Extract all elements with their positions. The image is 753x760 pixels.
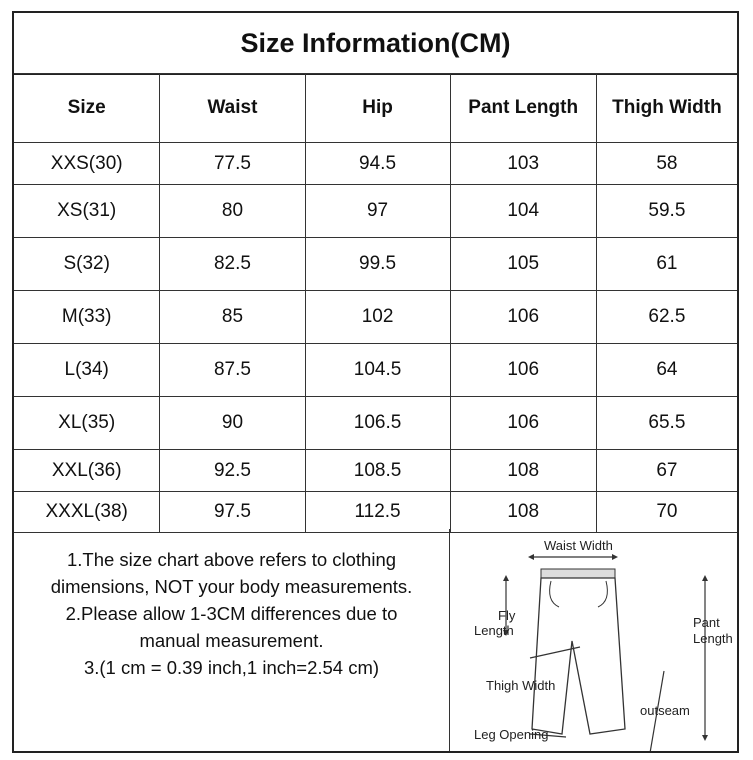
table-cell: 108 xyxy=(450,492,596,533)
column-header-size: Size xyxy=(14,74,160,143)
note-line: 2.Please allow 1-3CM differences due to xyxy=(65,603,398,624)
label-thigh-width: Thigh Width xyxy=(486,678,556,693)
table-cell: L(34) xyxy=(14,344,160,397)
label-leg-opening: Leg Opening xyxy=(474,727,549,742)
arrow-head xyxy=(702,575,708,581)
table-cell: 112.5 xyxy=(305,492,450,533)
arrow-head xyxy=(528,554,534,560)
table-row xyxy=(14,291,737,344)
table-cell: 82.5 xyxy=(160,238,305,291)
table-cell: S(32) xyxy=(14,238,160,291)
table-cell: 67 xyxy=(596,450,737,492)
column-header-thigh-width: Thigh Width xyxy=(596,74,737,143)
label-waist-width: Waist Width xyxy=(544,538,613,553)
table-cell: 77.5 xyxy=(160,143,305,185)
table-header-row xyxy=(14,74,737,143)
table-cell: 58 xyxy=(596,143,737,185)
label-fly-1: Fly xyxy=(498,608,516,623)
table-row xyxy=(14,185,737,238)
table-cell: 104.5 xyxy=(305,344,450,397)
label-fly-2: Length xyxy=(474,623,514,638)
arrow-head xyxy=(702,735,708,741)
table-row xyxy=(14,450,737,492)
arrow-head xyxy=(612,554,618,560)
table-cell: XXXL(38) xyxy=(14,492,160,533)
table-cell: 65.5 xyxy=(596,397,737,450)
table-row xyxy=(14,397,737,450)
table-cell: 105 xyxy=(450,238,596,291)
table-cell: XXS(30) xyxy=(14,143,160,185)
note-line: dimensions, NOT your body measurements. xyxy=(50,576,413,597)
table-cell: 61 xyxy=(596,238,737,291)
table-row xyxy=(14,344,737,397)
table-row xyxy=(14,492,737,533)
column-header-hip: Hip xyxy=(305,74,450,143)
table-cell: 104 xyxy=(450,185,596,238)
table-cell: XS(31) xyxy=(14,185,160,238)
note-line: 3.(1 cm = 0.39 inch,1 inch=2.54 cm) xyxy=(83,657,380,678)
table-cell: 106 xyxy=(450,397,596,450)
table-cell: 94.5 xyxy=(305,143,450,185)
table-cell: 64 xyxy=(596,344,737,397)
label-pant-length-2: Length xyxy=(693,631,733,646)
waistband xyxy=(541,569,615,578)
note-line: 1.The size chart above refers to clothing xyxy=(66,549,397,570)
table-cell: 106 xyxy=(450,344,596,397)
table-cell: 106 xyxy=(450,291,596,344)
table-cell: 108 xyxy=(450,450,596,492)
table-row xyxy=(14,238,737,291)
table-cell: 99.5 xyxy=(305,238,450,291)
table-cell: 59.5 xyxy=(596,185,737,238)
label-outseam: outseam xyxy=(640,703,690,718)
note-line: manual measurement. xyxy=(139,630,324,651)
pants-measurement-diagram xyxy=(450,529,737,751)
table-cell: 87.5 xyxy=(160,344,305,397)
column-header-pant-length: Pant Length xyxy=(450,74,596,143)
pants-outline xyxy=(532,578,625,734)
table-cell: 106.5 xyxy=(305,397,450,450)
table-cell: 85 xyxy=(160,291,305,344)
table-cell: 97.5 xyxy=(160,492,305,533)
label-pant-length-1: Pant xyxy=(693,615,720,630)
table-cell: 103 xyxy=(450,143,596,185)
table-cell: XXL(36) xyxy=(14,450,160,492)
table-row xyxy=(14,143,737,185)
notes-panel xyxy=(14,529,450,751)
table-cell: 90 xyxy=(160,397,305,450)
table-cell: 108.5 xyxy=(305,450,450,492)
table-cell: 80 xyxy=(160,185,305,238)
table-cell: 62.5 xyxy=(596,291,737,344)
table-cell: 70 xyxy=(596,492,737,533)
page-title: Size Information(CM) xyxy=(14,13,737,75)
column-header-waist: Waist xyxy=(160,74,305,143)
table-body xyxy=(14,143,737,533)
table-cell: XL(35) xyxy=(14,397,160,450)
table-cell: 97 xyxy=(305,185,450,238)
table-cell: 92.5 xyxy=(160,450,305,492)
table-cell: M(33) xyxy=(14,291,160,344)
size-chart-frame xyxy=(12,11,739,753)
size-table xyxy=(14,73,737,533)
table-cell: 102 xyxy=(305,291,450,344)
arrow-head xyxy=(503,575,509,581)
